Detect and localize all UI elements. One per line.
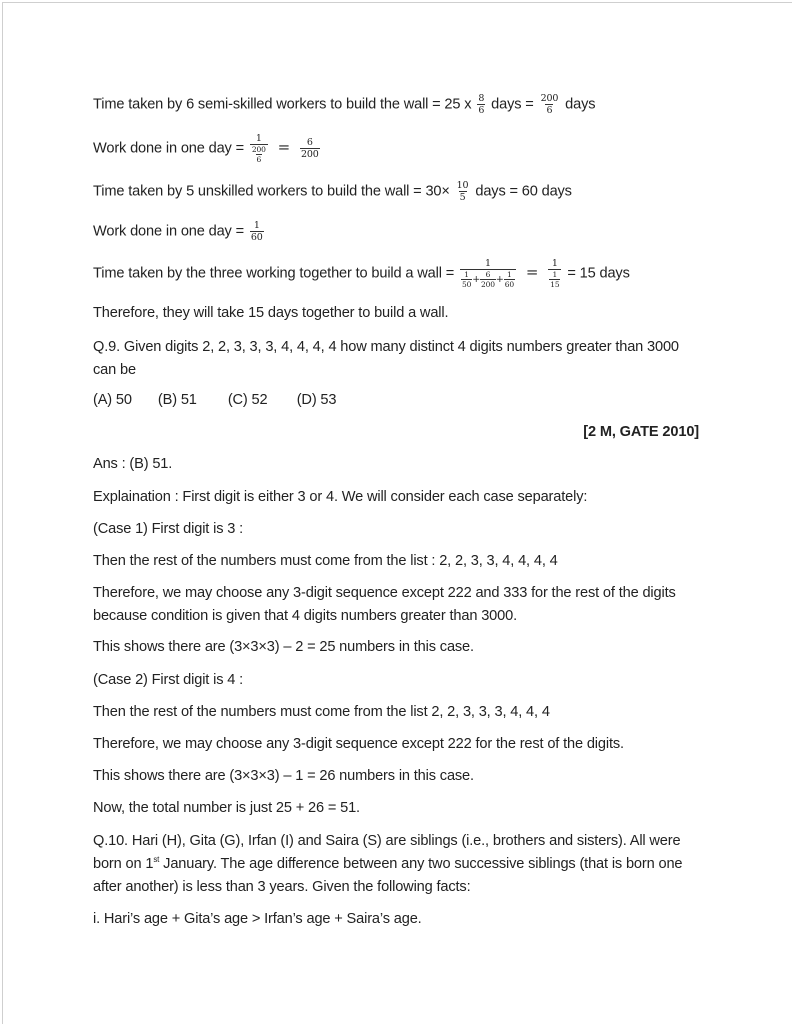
case2-count: This shows there are (3×3×3) – 1 = 26 numbers in this case. [93, 768, 474, 784]
option-a: (A) 50 [93, 392, 132, 408]
case1-title: (Case 1) First digit is 3 : [93, 521, 244, 537]
option-c: (C) 52 [227, 392, 268, 408]
case1-choose: Therefore, we may choose any 3-digit sequence except 222 and 333 for the rest of the digits because condition is given that 4 digits numbers greater than 3000. [93, 585, 676, 624]
case1-count: This shows there are (3×3×3) – 2 = 25 numbers in this case. [93, 639, 474, 655]
fraction-6-200: $\frac{6}{200}$ [301, 137, 319, 160]
fraction-10-5: $\frac{10}{5}$ [456, 180, 469, 203]
q9-total: Now, the total number is just 25 + 26 = 51. [93, 800, 360, 816]
q9-question: Q.9. Given digits 2, 2, 3, 3, 3, 4, 4, 4, 4 how many distinct 4 digits numbers greater than 3000 can be [93, 339, 679, 378]
q10-question: Q.10. Hari (H), Gita (G), Irfan (I) and Saira (S) are siblings (i.e., brothers and sisters). All were born on 1st January. The age difference between any two successive siblings (that is born one after another) is less than 3 years. Given the following facts: [93, 833, 683, 895]
fraction-200-6: $\frac{200}{6}$ [540, 93, 559, 116]
q10-fact-i: i. Hari’s age + Gita’s age > Irfan’s age + Saira’s age. [93, 911, 422, 927]
complex-fraction: $\frac{1}{\frac{200}{6}}$ [251, 133, 266, 164]
case2-title: (Case 2) First digit is 4 : [93, 672, 244, 688]
semi-skilled-time-line: Time taken by 6 semi-skilled workers to build the wall = 25 x $\frac{8}{6}$ days = $\frac{200}{6}$ days [93, 93, 596, 116]
together-time-line: Time taken by the three working together to build a wall = 1 $\frac{1}{50}$ + $\frac{6}{200}$ + $\frac{1}{60}$ = $\frac{1}{\frac{1}{15}}$ = 15 days [93, 258, 630, 289]
unskilled-work-line: Work done in one day = $\frac{1}{60}$ [93, 220, 263, 243]
case2-choose: Therefore, we may choose any 3-digit sequence except 222 for the rest of the digits. [93, 736, 624, 752]
exam-reference: [2 M, GATE 2010] [583, 424, 699, 440]
unskilled-time-line: Time taken by 5 unskilled workers to build the wall = 30× $\frac{10}{5}$ days = 60 days [93, 180, 572, 203]
q8-conclusion: Therefore, they will take 15 days together to build a wall. [93, 305, 449, 321]
case1-list: Then the rest of the numbers must come from the list : 2, 2, 3, 3, 4, 4, 4, 4 [93, 553, 558, 569]
option-d: (D) 53 [296, 392, 337, 408]
semi-skilled-text: Time taken by 6 semi-skilled workers to build the wall = 25 x [93, 96, 472, 113]
semi-skilled-work-line: Work done in one day = $\frac{1}{\frac{200}{6}}$ = $\frac{6}{200}$ [93, 133, 319, 164]
fraction-8-6: $\frac{8}{6}$ [478, 93, 485, 116]
combined-rate-fraction: 1 $\frac{1}{50}$ + $\frac{6}{200}$ + $\frac{1}{60}$ [461, 258, 514, 289]
q9-answer: Ans : (B) 51. [93, 456, 173, 472]
case2-list: Then the rest of the numbers must come from the list 2, 2, 3, 3, 3, 4, 4, 4 [93, 704, 550, 720]
fraction-1-60: $\frac{1}{60}$ [250, 220, 263, 243]
q9-explanation: Explaination : First digit is either 3 or 4. We will consider each case separately: [93, 489, 588, 505]
q9-options [93, 392, 336, 408]
one-over-one-fifteenth-fraction: $\frac{1}{\frac{1}{15}}$ [550, 258, 560, 289]
option-b: (B) 51 [157, 392, 197, 408]
